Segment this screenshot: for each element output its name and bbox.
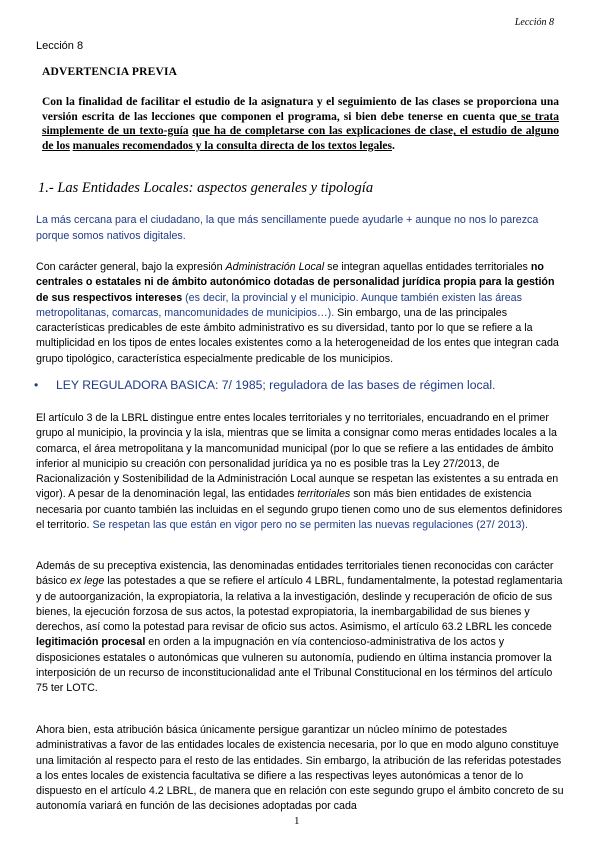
p1-text-4: Sin embargo, una de las principales características predicables de este ámbito administrativo es su diversidad, tanto por lo que se refiere a la multiplicidad en los tipos de entes locales existentes como a la heterogeneidad de los entes que integran cada grupo tipológico, característica especialmente predicable de los municipios. [36,306,559,365]
p1-text-2: se integran aquellas entidades territoriales [324,261,531,273]
paragraph-2 [36,411,564,533]
warning-text-4: . [392,139,395,152]
p1-italic-term: Administración Local [225,261,325,273]
running-header: Lección 8 [514,17,554,28]
bullet-icon: • [34,378,39,392]
p3-text-2: las potestades a que se refiere el artículo 4 LBRL, fundamentalmente, la potestad reglamentaria y de autoorganización, la expropiatoria, la relativa a la investigación, deslinde y recuperación de oficio de sus bienes, la ejecución forzosa de sus actos, la potestad expropiatoria, la inembargabilidad de sus bienes y derechos, así como la potestad para revisar de oficio sus actos. Asimismo, el artículo 63.2 LBRL les concede [36,575,563,634]
warning-title: ADVERTENCIA PREVIA [42,66,178,78]
p2-italic-term: territoriales [297,488,351,501]
lesson-label: Lección 8 [36,40,84,52]
p3-bold-term: legitimación procesal [36,636,146,649]
p3-text-3: en orden a la impugnación en vía contencioso-administrativa de los actos y disposiciones estatales o autonómicas que vulneren su autonomía, pudiendo en última instancia promover la interposición de un recurso de inconstitucionalidad ante el Tribunal Constitucional en los términos del artículo 75 ter LOTC. [36,636,553,695]
law-heading-bold: LEY REGULADORA BASICA [56,378,215,392]
paragraph-3 [36,559,564,697]
p2-text-1: El artículo 3 de la LBRL distingue entre entes locales territoriales y no territoriales, encuadrando en el primer grupo al municipio, la provincia y la isla, mientras que se limita a consignar como meras entidades locales a la comarca, el área metropolitana y la mancomunidad municipal (por lo que se refiere a las entidades de ámbito inferior al municipio su creación con personalidad jurídica ya no es posible tras la Ley 27/2013, de Racionalización y Sostenibilidad de la Administración Local aunque se respetan las existentes a su entrada en vigor). A pesar de la denominación legal, las entidades [36,412,559,501]
p1-bold-definition: no centrales o estatales ni de ámbito autonómico dotadas de personalidad jurídica propia para la gestión de sus respectivos intereses [36,261,555,304]
intro-note: La más cercana para el ciudadano, la que más sencillamente puede ayudarle + aunque no nos lo parezca porque somos nativos digitales. [36,214,539,242]
p1-blue-note: (es decir, la provincial y el municipio. Aunque también existen las áreas metropolitanas, comarcas, mancomunidades de municipios…). [36,291,522,319]
paragraph-4: Ahora bien, esta atribución básica únicamente persigue garantizar un núcleo mínimo de potestades administrativas a favor de las entidades locales de existencia necesaria, por lo que en modo alguno constituye una limitación al respecto para el resto de las entidades. Sin embargo, la atribución de las referidas potestades a los entes locales de existencia facultativa se difiere a las respectivas leyes autonómicas a tenor de lo dispuesto en el artículo 4.2 LBRL, de manera que en relación con este segundo grupo el ámbito concreto de su autonomía variará en función de las decisiones adoptadas por cada [36,724,564,813]
p2-text-2: son más bien entidades de existencia necesaria por cuanto también las incluidas en el segundo grupo tienen como uno de sus elementos definidores el territorio. [36,488,563,532]
warning-body [42,95,559,153]
warning-underlined-1: se trata simplemente de un texto-guía [42,110,560,138]
paragraph-1 [36,260,564,367]
warning-text-1: Con la finalidad de facilitar el estudio de la asignatura y el seguimiento de las clases se proporciona una versión escrita de las lecciones que componen el programa, si bien debe tenerse en cuenta que [42,96,559,123]
section-title: 1.- Las Entidades Locales: aspectos generales y tipología [38,180,374,196]
p3-italic-term: ex lege [69,575,105,588]
page-number: 1 [294,815,300,827]
p2-blue-note: Se respetan las que están en vigor pero no se permiten las nuevas regulaciones (27/ 2013). [92,519,528,532]
law-heading-rest: : 7/ 1985; reguladora de las bases de régimen local. [214,378,496,392]
warning-underlined-3: manuales recomendados y la consulta directa de los textos legales [72,139,392,152]
law-heading [34,378,495,392]
p1-text-1: Con carácter general, bajo la expresión [36,261,226,273]
p3-text-1: Además de su preceptiva existencia, las denominadas entidades territoriales tienen reconocidas con carácter básico [36,560,554,588]
warning-underlined-2: que ha de completarse con las explicaciones de clase, el estudio de alguno de los [42,125,559,152]
